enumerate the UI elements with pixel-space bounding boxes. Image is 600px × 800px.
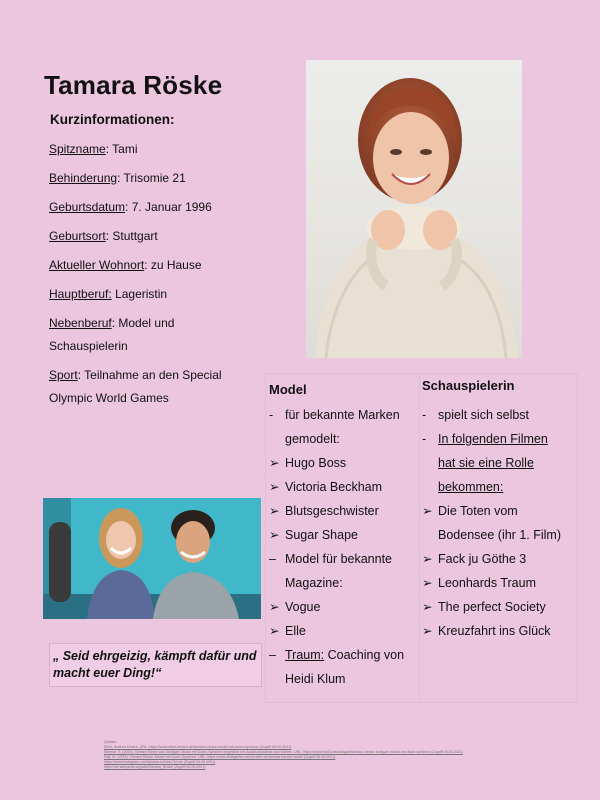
fact-sep: : (105, 229, 113, 243)
acting-self (422, 403, 577, 427)
fact-sep: : (105, 142, 113, 156)
list-item (269, 451, 419, 475)
fact-value-cont: Schauspielerin (49, 339, 128, 353)
film-item: The perfect Society (438, 600, 546, 614)
fact-label: Sport (49, 368, 78, 382)
career-table (265, 373, 578, 703)
list-item (422, 619, 577, 643)
source-link[interactable]: Steinke, S. (2020): Tamara Röske aus Stuttgart: Model mit Down-Syndrom begeistert mit Ausdrucksstärke und Wärme. URL: https://www.bw24.de/stuttgart/tamara-roeske-stuttgart-model-mit-down-syndrom (Zugriff 06.05.2021) (104, 750, 463, 754)
portrait-illustration (306, 60, 522, 358)
magazines-intro (269, 547, 419, 571)
model-intro-text: für bekannte Marken (285, 408, 400, 422)
fact-label: Nebenberuf (49, 316, 112, 330)
acting-heading: Schauspielerin (422, 378, 515, 393)
arrow-bullet-icon: ➢ (269, 528, 280, 542)
source-link[interactable]: https://de.wikipedia.org/wiki/Tamara_Röske (Zugriff 06.05.2021) (104, 765, 206, 769)
source-link[interactable]: Ralf, M. (2021): Tamara Röske: Model mit Down-Syndrom. URL: https://www.stuttgarter-nachrichten.de/tamara-roeske-model (Zugriff 06.05.2021) (104, 755, 336, 759)
acting-column (420, 374, 577, 702)
fact-sep: : (117, 171, 124, 185)
fact-wohnort (49, 254, 259, 277)
brand-item: Blutsgeschwister (285, 504, 379, 518)
fact-nebenberuf (49, 312, 259, 358)
fact-sep: : (77, 368, 85, 382)
fact-value: Trisomie 21 (123, 171, 186, 185)
acting-self-text: spielt sich selbst (438, 408, 530, 422)
source-link[interactable]: https://www.instagram.com/tamara.roeske/?hl=de (Zugriff 06.05.2021) (104, 760, 216, 764)
list-item (269, 595, 419, 619)
sources-label: Quellen: (104, 740, 118, 744)
list-item (269, 475, 419, 499)
brand-item: Hugo Boss (285, 456, 347, 470)
fact-label: Aktueller Wohnort (49, 258, 145, 272)
arrow-bullet-icon: ➢ (422, 504, 433, 518)
arrow-bullet-icon: ➢ (422, 552, 433, 566)
fact-behinderung (49, 167, 259, 190)
fact-value: Lageristin (115, 287, 168, 301)
films-intro-cont (422, 451, 577, 475)
list-item (422, 595, 577, 619)
film-item: Die Toten vom (438, 504, 518, 518)
films-intro (422, 427, 577, 451)
arrow-bullet-icon: ➢ (269, 600, 280, 614)
duo-photo (43, 498, 261, 619)
model-intro (269, 403, 419, 427)
arrow-bullet-icon: ➢ (422, 576, 433, 590)
fact-label: Hauptberuf: (49, 287, 112, 301)
list-item (269, 619, 419, 643)
fact-sport (49, 364, 259, 410)
fact-label: Geburtsort (49, 229, 106, 243)
sources-list (104, 740, 564, 770)
fact-value: Tami (112, 142, 138, 156)
duo-illustration (43, 498, 261, 619)
fact-value-cont: Olympic World Games (49, 391, 169, 405)
arrow-bullet-icon: ➢ (269, 624, 280, 638)
fact-sep: : (144, 258, 151, 272)
fact-value: Model und (118, 316, 175, 330)
fact-geburtsort (49, 225, 259, 248)
dream-label: Traum: (285, 648, 325, 662)
fact-list (49, 138, 259, 410)
fact-value: Stuttgart (112, 229, 158, 243)
film-item: Fack ju Göthe 3 (438, 552, 527, 566)
brand-item: Victoria Beckham (285, 480, 383, 494)
quote-text: „ Seid ehrgeizig, kämpft dafür und macht euer Ding!“ (53, 649, 257, 680)
film-item-cont: Bodensee (ihr 1. Film) (438, 528, 561, 542)
list-item (422, 499, 577, 523)
fact-hauptberuf (49, 283, 259, 306)
fact-label: Behinderung (49, 171, 118, 185)
fact-geburtsdatum (49, 196, 259, 219)
arrow-bullet-icon: ➢ (422, 624, 433, 638)
list-item (422, 571, 577, 595)
films-intro-cont2-text: bekommen: (438, 480, 504, 494)
films-intro-cont2 (422, 475, 577, 499)
page-title: Tamara Röske (44, 70, 223, 100)
list-item (269, 499, 419, 523)
model-column (266, 374, 420, 702)
magazines-cont: Magazine: (285, 576, 343, 590)
brand-item: Sugar Shape (285, 528, 358, 542)
list-item (422, 547, 577, 571)
source-link[interactable]: Ellert, Andrea Kristen. URL: https://www.ellert-kristen.de/tamara-roeske-model-mit-down-syndrom (Zugriff 06.05.2021) (104, 745, 292, 749)
arrow-bullet-icon: ➢ (269, 504, 280, 518)
dash-marker: – (269, 648, 276, 662)
magazine-item: Vogue (285, 600, 321, 614)
dream-text: Coaching von (324, 648, 405, 662)
films-intro-cont-text: hat sie eine Rolle (438, 456, 534, 470)
fact-label: Geburtsdatum (49, 200, 126, 214)
fact-value: zu Hause (150, 258, 202, 272)
magazines-text: Model für bekannte (285, 552, 393, 566)
model-intro-cont: gemodelt: (285, 432, 340, 446)
film-item: Kreuzfahrt ins Glück (438, 624, 551, 638)
dash-marker: - (422, 408, 427, 422)
quote-box (49, 643, 262, 687)
model-heading: Model (269, 382, 307, 397)
dream-line (269, 643, 419, 667)
fact-spitzname (49, 138, 259, 161)
list-item (269, 523, 419, 547)
dream-cont: Heidi Klum (285, 672, 346, 686)
magazine-item: Elle (285, 624, 306, 638)
fact-sep: : (111, 316, 119, 330)
fact-value: Teilnahme an den Special (84, 368, 222, 382)
portrait-photo (306, 60, 522, 358)
arrow-bullet-icon: ➢ (422, 600, 433, 614)
section-subtitle: Kurzinformationen: (50, 112, 175, 127)
fact-sep: : (125, 200, 132, 214)
arrow-bullet-icon: ➢ (269, 480, 280, 494)
dash-marker: - (422, 432, 427, 446)
arrow-bullet-icon: ➢ (269, 456, 280, 470)
film-item: Leonhards Traum (438, 576, 536, 590)
fact-value: 7. Januar 1996 (131, 200, 212, 214)
films-intro-text: In folgenden Filmen (438, 432, 548, 446)
dash-marker: – (269, 552, 276, 566)
fact-label: Spitzname (49, 142, 106, 156)
dash-marker: - (269, 408, 274, 422)
